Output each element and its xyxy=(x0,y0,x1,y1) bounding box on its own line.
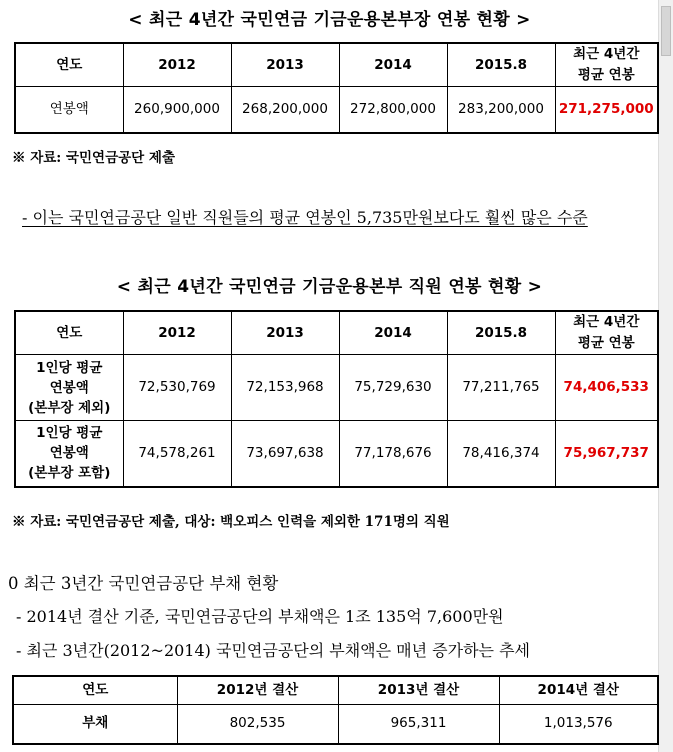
header-2013: 2013 xyxy=(231,311,339,355)
row-label-line: 연봉액 xyxy=(49,379,89,396)
cell-2014: 1,013,576 xyxy=(499,704,658,744)
header-average-line1: 최근 4년간 xyxy=(573,46,640,62)
header-average-line2: 평균 연봉 xyxy=(577,335,635,351)
row-label-debt: 부채 xyxy=(13,704,177,744)
row-label-line: (본부장 제외) xyxy=(28,399,111,416)
table1-source: ※ 자료: 국민연금공단 제출 xyxy=(12,150,175,166)
cell-2013: 965,311 xyxy=(338,704,499,744)
cell-2013: 268,200,000 xyxy=(231,87,339,133)
cell-average: 271,275,000 xyxy=(555,87,658,133)
header-2012: 2012 xyxy=(123,311,231,355)
table2-source: ※ 자료: 국민연금공단 제출, 대상: 백오피스 인력을 제외한 171명의 직원 xyxy=(12,514,450,530)
row-label-excl xyxy=(15,355,123,421)
debt-heading: 0 최근 3년간 국민연금공단 부채 현황 xyxy=(8,574,279,593)
cell-2012: 72,530,769 xyxy=(123,355,231,421)
header-average xyxy=(555,311,658,355)
header-2014-settlement: 2014년 결산 xyxy=(499,676,658,704)
header-average xyxy=(555,43,658,87)
cell-2014: 75,729,630 xyxy=(339,355,447,421)
header-year: 연도 xyxy=(15,311,123,355)
table1-title: < 최근 4년간 국민연금 기금운용본부장 연봉 현황 > xyxy=(128,10,531,30)
cell-2012: 260,900,000 xyxy=(123,87,231,133)
row-label-line: 1인당 평균 xyxy=(36,359,103,376)
vertical-scrollbar[interactable] xyxy=(658,0,673,752)
row-label-line: 연봉액 xyxy=(49,445,89,462)
header-2012: 2012 xyxy=(123,43,231,87)
header-2013: 2013 xyxy=(231,43,339,87)
cell-2015-8: 283,200,000 xyxy=(447,87,555,133)
cell-2012: 802,535 xyxy=(177,704,338,744)
header-average-line2: 평균 연봉 xyxy=(577,67,635,83)
cell-average: 75,967,737 xyxy=(555,421,658,487)
staff-salary-table xyxy=(14,310,659,488)
header-2012-settlement: 2012년 결산 xyxy=(177,676,338,704)
header-year: 연도 xyxy=(13,676,177,704)
header-2013-settlement: 2013년 결산 xyxy=(338,676,499,704)
header-2015-8: 2015.8 xyxy=(447,43,555,87)
cell-2013: 73,697,638 xyxy=(231,421,339,487)
director-salary-table xyxy=(14,42,659,134)
header-average-line1: 최근 4년간 xyxy=(573,314,640,330)
cell-2014: 272,800,000 xyxy=(339,87,447,133)
row-label-line: (본부장 포함) xyxy=(28,465,111,482)
table2-title: < 최근 4년간 국민연금 기금운용본부 직원 연봉 현황 > xyxy=(116,277,543,297)
debt-table xyxy=(12,675,659,745)
debt-bullet-1: - 2014년 결산 기준, 국민연금공단의 부채액은 1조 135억 7,600만원 xyxy=(16,607,504,626)
row-label-line: 1인당 평균 xyxy=(36,425,103,442)
header-year: 연도 xyxy=(15,43,123,87)
cell-2012: 74,578,261 xyxy=(123,421,231,487)
cell-2015-8: 77,211,765 xyxy=(447,355,555,421)
row-label-incl xyxy=(15,421,123,487)
header-2014: 2014 xyxy=(339,43,447,87)
row-label: 연봉액 xyxy=(15,87,123,133)
debt-bullet-2: - 최근 3년간(2012~2014) 국민연금공단의 부채액은 매년 증가하는 추세 xyxy=(16,641,531,660)
scrollbar-thumb[interactable] xyxy=(661,6,671,56)
header-2015-8: 2015.8 xyxy=(447,311,555,355)
cell-2013: 72,153,968 xyxy=(231,355,339,421)
header-2014: 2014 xyxy=(339,311,447,355)
cell-2015-8: 78,416,374 xyxy=(447,421,555,487)
comparison-note: - 이는 국민연금공단 일반 직원들의 평균 연봉인 5,735만원보다도 훨씬 많은 수준 xyxy=(22,208,588,227)
cell-2014: 77,178,676 xyxy=(339,421,447,487)
cell-average: 74,406,533 xyxy=(555,355,658,421)
